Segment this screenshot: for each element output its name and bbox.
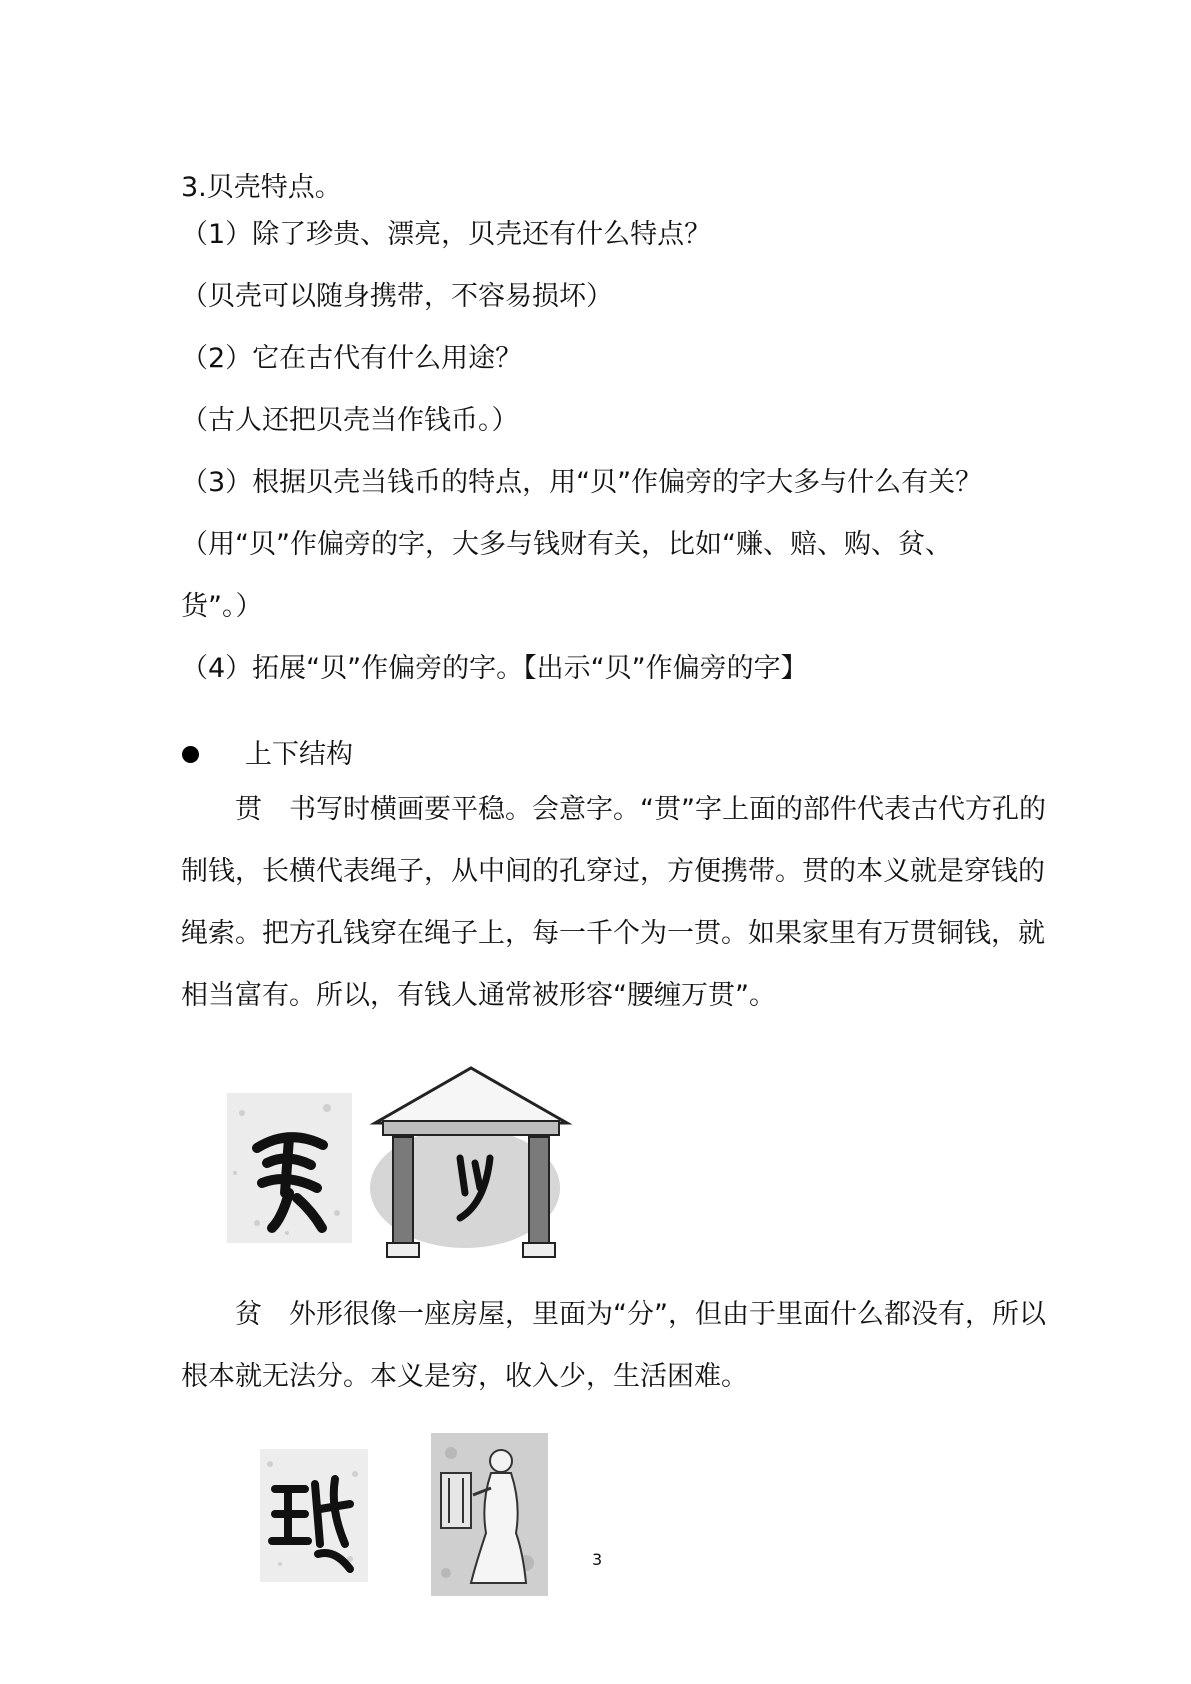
question-3: （3）根据贝壳当钱币的特点，用“贝”作偏旁的字大多与什么有关？: [181, 467, 983, 498]
answer-3: （用“贝”作偏旁的字，大多与钱财有关，比如“赚、赔、购、贫、: [181, 529, 952, 560]
ancient-glyph-guan-image: [227, 1093, 352, 1243]
answer-2: （古人还把贝壳当作钱币。）: [181, 405, 519, 436]
pin-paragraph: 贫 外形很像一座房屋，里面为“分”，但由于里面什么都没有，所以根本就无法分。本义是穷，收入少，生活困难。: [181, 1299, 1046, 1392]
bullet-label: 上下结构: [245, 739, 353, 770]
kneeling-figure-illustration-image: [431, 1433, 548, 1596]
question-2: （2）它在古代有什么用途？: [181, 343, 523, 374]
ancient-glyph-pin-image: [260, 1449, 368, 1582]
question-1: （1）除了珍贵、漂亮，贝壳还有什么特点？: [181, 219, 712, 250]
section-heading: 3.贝壳特点。: [181, 172, 342, 203]
guan-paragraph: 贯 书写时横画要平稳。会意字。“贯”字上面的部件代表古代方孔的制钱，长横代表绳子，从中间的孔穿过，方便携带。贯的本义就是穿钱的绳索。把方孔钱穿在绳子上，每一千个为一贯。如果家里有万贯铜钱，就相当富有。所以，有钱人通常被形容“腰缠万贯”。: [181, 794, 1046, 1011]
question-4: （4）拓展“贝”作偏旁的字。【出示“贝”作偏旁的字】: [181, 653, 808, 684]
bullet-icon: [182, 746, 199, 763]
answer-1: （贝壳可以随身携带，不容易损坏）: [181, 281, 613, 312]
page-number: 3: [592, 1550, 603, 1569]
answer-3-cont: 货”。）: [181, 591, 263, 622]
gate-illustration-image: [365, 1063, 577, 1268]
